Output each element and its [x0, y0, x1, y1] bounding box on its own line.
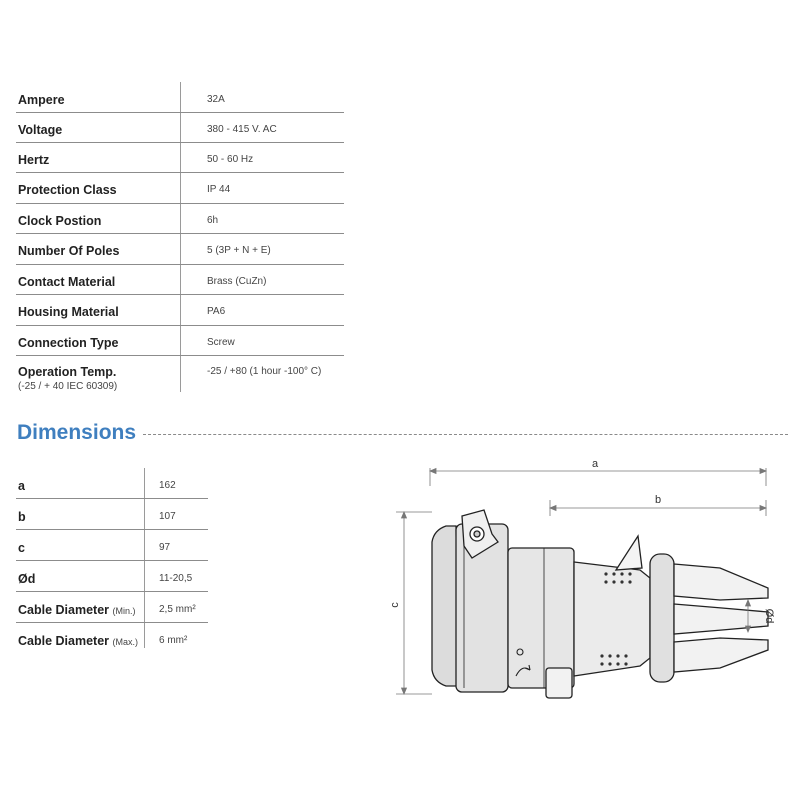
dimension-a-label: a [591, 458, 599, 470]
spec-sublabel: (-25 / + 40 IEC 60309) [18, 381, 118, 392]
dim-value: 11-20,5 [159, 573, 193, 584]
dim-label-qualifier: (Min.) [112, 606, 136, 616]
dimension-c [396, 512, 432, 694]
spec-row-clock-position [16, 204, 344, 234]
spec-value: 5 (3P + N + E) [207, 245, 271, 256]
dim-row-c [16, 530, 208, 561]
spec-value: 50 - 60 Hz [207, 154, 254, 165]
spec-value: Brass (CuZn) [207, 276, 267, 287]
dim-label [18, 634, 138, 648]
spec-row-voltage [16, 113, 344, 143]
dim-label-main: Cable Diameter [18, 603, 110, 617]
dim-row-a [16, 468, 208, 499]
dim-label: Ød [18, 572, 36, 586]
dim-label: a [18, 479, 25, 493]
spec-label: Ampere [18, 93, 65, 107]
spec-row-number-of-poles [16, 234, 344, 265]
spec-row-connection-type [16, 326, 344, 356]
spec-value: 6h [207, 215, 219, 226]
dim-label: c [18, 541, 25, 555]
dim-value: 97 [159, 542, 171, 553]
spec-value: PA6 [207, 306, 226, 317]
spec-row-housing-material [16, 295, 344, 326]
socket-body [432, 510, 768, 698]
spec-label: Operation Temp. [18, 365, 117, 379]
heading-dashed-rule [143, 434, 788, 435]
spec-label: Voltage [18, 123, 63, 137]
spec-value: 380 - 415 V. AC [207, 124, 277, 135]
socket-technical-drawing [380, 450, 790, 720]
dim-label: b [18, 510, 26, 524]
spec-label: Connection Type [18, 336, 119, 350]
dimension-c-label: c [389, 602, 401, 608]
spec-label: Contact Material [18, 275, 116, 289]
spec-row-contact-material [16, 265, 344, 295]
spec-value: -25 / +80 (1 hour -100° C) [207, 366, 322, 377]
spec-label: Housing Material [18, 305, 119, 319]
dimensions-heading: Dimensions [17, 421, 137, 444]
dimension-b-label: b [654, 494, 662, 506]
dim-row-d [16, 561, 208, 592]
spec-label: Hertz [18, 153, 50, 167]
spec-row-protection-class [16, 173, 344, 204]
dim-label [18, 603, 136, 617]
spec-row-hertz [16, 143, 344, 173]
spec-label: Clock Postion [18, 214, 102, 228]
dimension-d-label: Ød [763, 608, 775, 624]
dim-row-b [16, 499, 208, 530]
spec-label: Number Of Poles [18, 244, 120, 258]
dim-label-main: Cable Diameter [18, 634, 110, 648]
dim-row-cable-min [16, 592, 208, 623]
dim-value: 107 [159, 511, 176, 522]
spec-value: Screw [207, 337, 235, 348]
dimension-a [430, 468, 766, 486]
spec-label: Protection Class [18, 183, 117, 197]
dim-value: 2,5 mm² [159, 604, 196, 615]
dim-label-qualifier: (Max.) [112, 637, 138, 647]
spec-row-ampere [16, 82, 344, 113]
spec-row-operation-temp [16, 356, 344, 392]
dim-value: 162 [159, 480, 176, 491]
dim-row-cable-max [16, 623, 208, 653]
spec-value: IP 44 [207, 184, 231, 195]
spec-value: 32A [207, 94, 225, 105]
dim-value: 6 mm² [159, 635, 188, 646]
